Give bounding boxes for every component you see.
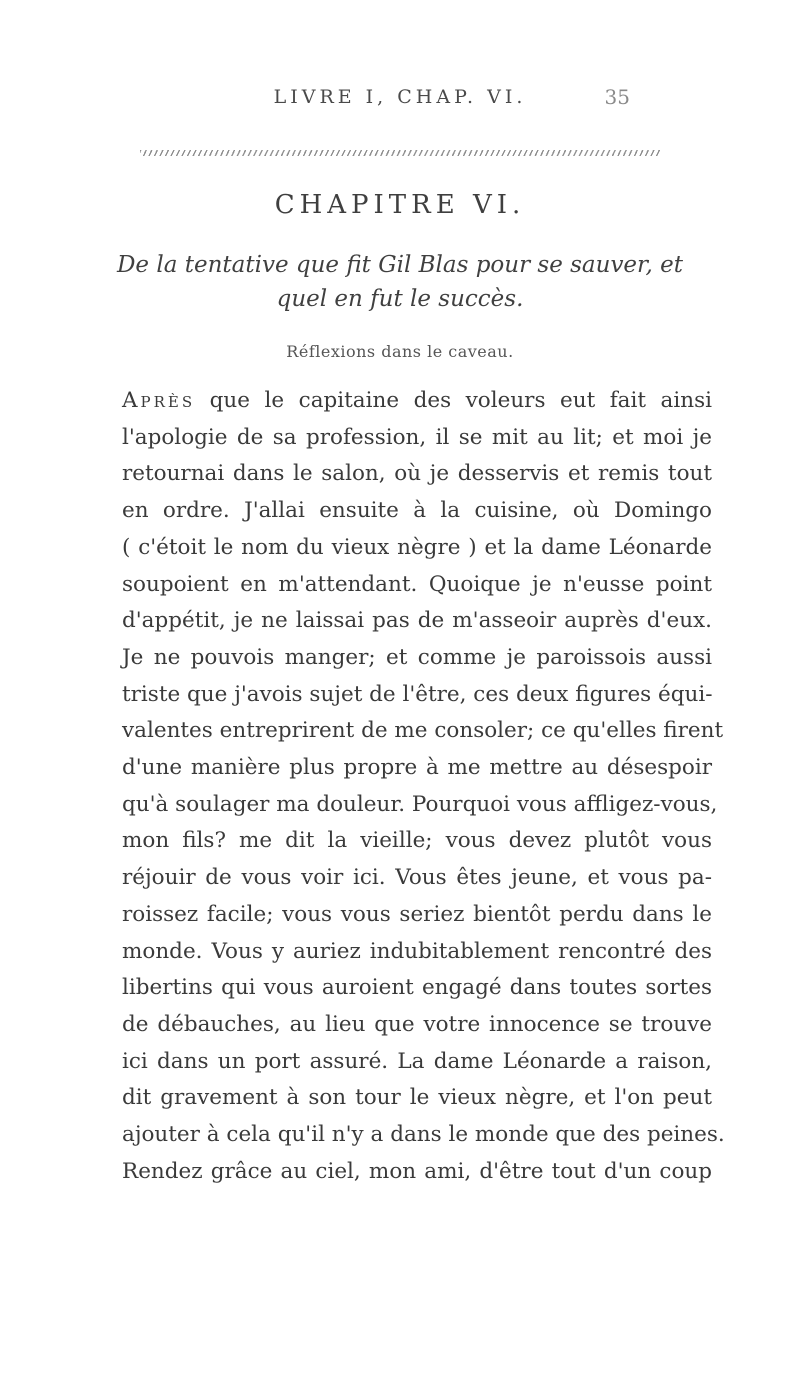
page-number: 35 [604,85,630,109]
running-title: LIVRE I, CHAP. VI. [273,86,527,108]
chapter-title: CHAPITRE VI. [274,190,526,220]
text-line [122,383,712,420]
running-head [0,86,800,116]
text-line-content: que le capitaine des voleurs eut fait ainsi [209,388,712,413]
decorative-rule [140,150,660,156]
text-line: monde. Vous y auriez indubitablement rencontré des [122,938,712,964]
text-line: de débauches, au lieu que votre innocence se trouve [122,1011,712,1037]
body-text [122,383,725,1190]
chapter-subtitle: De la tentative que fit Gil Blas pour se sauver, et quel en fut le succès. [116,252,683,312]
chapter-summary: Réflexions dans le caveau. [286,342,514,361]
text-line: soupoient en m'attendant. Quoique je n'eusse point [122,571,712,597]
text-line: Je ne pouvois manger; et comme je paroissois aussi [122,644,712,670]
text-line: valentes entreprirent de me consoler; ce qu'elles firent [122,718,724,744]
text-line: triste que j'avois sujet de l'être, ces deux figures équi- [122,681,713,707]
text-line: ( c'étoit le nom du vieux nègre ) et la dame Léonarde [122,534,712,560]
opening-word: Après [122,388,196,413]
text-line: retournai dans le salon, où je desservis et remis tout [122,461,712,487]
text-line: d'une manière plus propre à me mettre au désespoir [122,755,712,781]
text-line: dit gravement à son tour le vieux nègre, et l'on peut [122,1085,712,1111]
text-line: ici dans un port assuré. La dame Léonarde a raison, [122,1048,712,1074]
text-line: réjouir de vous voir ici. Vous êtes jeune, et vous pa- [122,865,712,891]
text-line: ajouter à cela qu'il n'y a dans le monde que des peines. [122,1122,725,1148]
text-line: Rendez grâce au ciel, mon ami, d'être tout d'un coup [122,1158,712,1184]
text-line: libertins qui vous auroient engagé dans toutes sortes [122,975,712,1001]
text-line: l'apologie de sa profession, il se mit au lit; et moi je [122,424,712,450]
text-line: en ordre. J'allai ensuite à la cuisine, où Domingo [122,498,712,524]
text-line: roissez facile; vous vous seriez bientôt perdu dans le [122,901,712,927]
text-line: d'appétit, je ne laissai pas de m'asseoir auprès d'eux. [122,608,712,634]
text-line: qu'à soulager ma douleur. Pourquoi vous affligez-vous, [122,791,718,817]
text-line: mon fils? me dit la vieille; vous devez plutôt vous [122,828,712,854]
